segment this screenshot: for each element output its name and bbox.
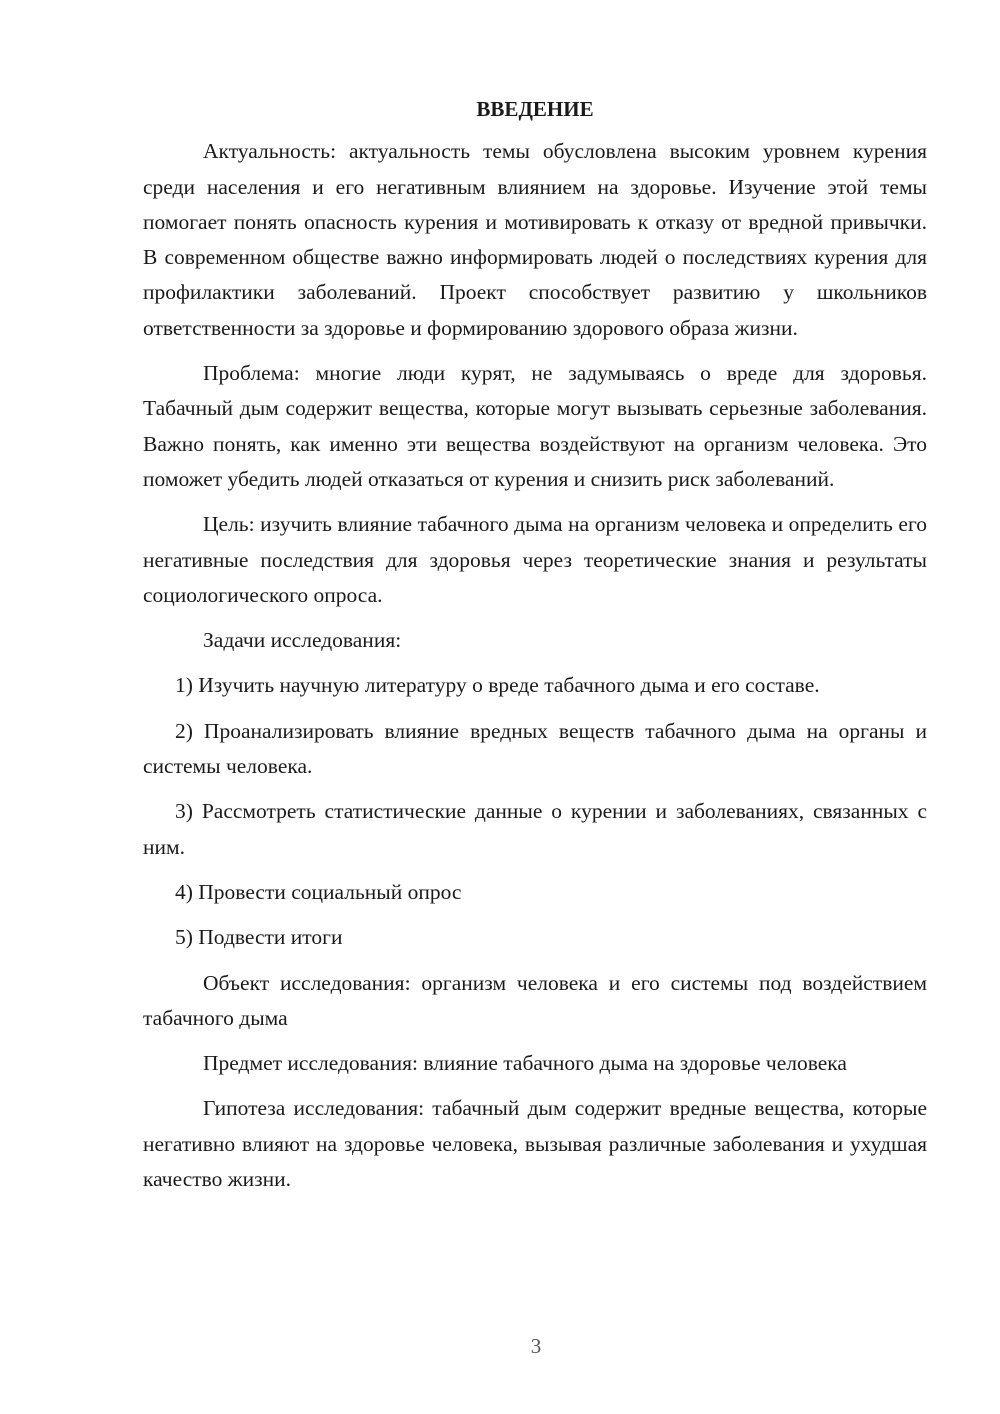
section-heading: ВВЕДЕНИЕ (476, 97, 594, 121)
task-item: 3) Рассмотреть статистические данные о курении и заболеваниях, связанных с ним. (143, 799, 927, 859)
hypothesis-paragraph: Гипотеза исследования: табачный дым содержит вредные вещества, которые негативно влияют на здоровье человека, вызывая различные заболевания и ухудшая качество жизни. (143, 1096, 927, 1192)
problem-paragraph: Проблема: многие люди курят, не задумываясь о вреде для здоровья. Табачный дым содержит вещества, которые могут вызывать серьезные заболевания. Важно понять, как именно эти вещества воздействуют на организм человека. Это поможет убедить людей отказаться от курения и снизить риск заболеваний. (143, 361, 927, 491)
task-item: 5) Подвести итоги (175, 925, 343, 950)
page-number: 3 (530, 1334, 542, 1358)
relevance-paragraph: Актуальность: актуальность темы обусловлена высоким уровнем курения среди населения и его негативным влиянием на здоровье. Изучение этой темы помогает понять опасность курения и мотивировать к отказу от вредной привычки. В современном обществе важно информировать людей о последствиях курения для профилактики заболеваний. Проект способствует развитию у школьников ответственности за здоровье и формированию здорового образа жизни. (143, 139, 927, 340)
object-paragraph: Объект исследования: организм человека и его системы под воздействием табачного дыма (143, 970, 927, 1030)
task-item: 2) Проанализировать влияние вредных веществ табачного дыма на органы и системы человека. (143, 718, 927, 779)
document-page (143, 92, 927, 1207)
goal-paragraph: Цель: изучить влияние табачного дыма на организм человека и определить его негативные последствия для здоровья через теоретические знания и результаты социологического опроса. (143, 512, 927, 607)
tasks-title: Задачи исследования: (203, 628, 402, 653)
task-item: 1) Изучить научную литературу о вреде табачного дыма и его составе. (175, 673, 820, 698)
tasks-list (143, 668, 927, 955)
task-item: 4) Провести социальный опрос (175, 879, 462, 904)
subject-paragraph: Предмет исследования: влияние табачного дыма на здоровье человека (203, 1051, 847, 1076)
